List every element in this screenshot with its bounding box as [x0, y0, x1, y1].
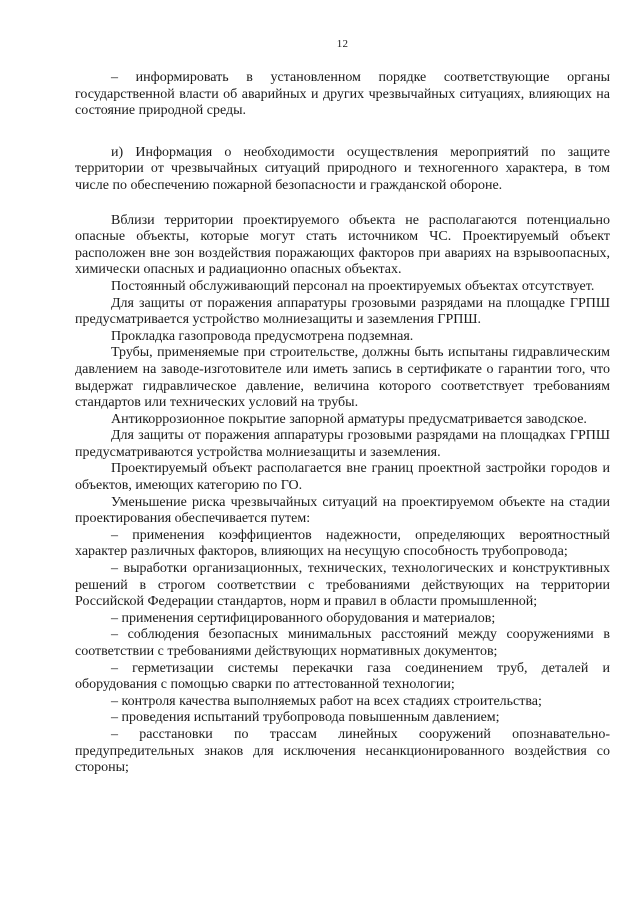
paragraph-no-hazardous-objects: Вблизи территории проектируемого объекта не располагаются потенциально опасные объекты, которые могут стать источником ЧС. Проектируемый объект расположен вне зон воздействия поражающих факторов при авариях на взрывоопасных, химически опасных и радиационно опасных объектах. [75, 212, 610, 278]
list-item-quality-control: – контроля качества выполняемых работ на всех стадиях строительства; [111, 693, 542, 709]
list-item-reliability-coefficients: – применения коэффициентов надежности, определяющих вероятностный характер различных факторов, влияющих на несущую способность трубопровода; [75, 527, 610, 560]
list-item-safe-distances: – соблюдения безопасных минимальных расстояний между сооружениями в соответствии с требованиями действующих нормативных документов; [75, 627, 610, 659]
document-page [75, 0, 610, 777]
paragraph-lightning-protection-sites: Для защиты от поражения аппаратуры грозовыми разрядами на площадках ГРПШ предусматриваются устройства молниезащиты и заземления. [75, 428, 610, 460]
paragraph-section-i-heading: и) Информация о необходимости осуществления мероприятий по защите территории от чрезвычайных ситуаций природного и техногенного характера, в том числе по обеспечению пожарной безопасности и гражданской обороне. [75, 144, 610, 193]
page-number: 12 [336, 38, 349, 50]
paragraph-anticorrosion: Антикоррозионное покрытие запорной арматуры предусматривается заводское. [111, 411, 587, 427]
list-item-organizational-solutions: – выработки организационных, технических, технологических и конструктивных решений в строгом соответствии с требованиями действующих на территории Российской Федерации стандартов, норм и правил в области промышленной; [75, 561, 610, 610]
list-item-sealing-welding: – герметизации системы перекачки газа соединением труб, деталей и оборудования с помощью сварки по аттестованной технологии; [75, 660, 610, 693]
list-item-certified-equipment: – применения сертифицированного оборудования и материалов; [111, 610, 496, 626]
paragraph-inform-authorities: – информировать в установленном порядке соответствующие органы государственной власти об аварийных и других чрезвычайных ситуациях, влияющих на состояние природной среды. [75, 70, 610, 119]
paragraph-underground-pipeline: Прокладка газопровода предусмотрена подземная. [111, 328, 414, 344]
paragraph-risk-reduction-intro: Уменьшение риска чрезвычайных ситуаций на проектируемом объекте на стадии проектирования обеспечивается путем: [75, 494, 610, 527]
paragraph-outside-development: Проектируемый объект располагается вне границ проектной застройки городов и объектов, имеющих категорию по ГО. [75, 461, 610, 494]
list-item-warning-signs: – расстановки по трассам линейных сооружений опознавательно-предупредительных знаков для исключения несанкционированного воздействия со стороны; [75, 726, 610, 776]
paragraph-lightning-protection-grpsh: Для защиты от поражения аппаратуры грозовыми разрядами на площадке ГРПШ предусматривается устройство молниезащиты и заземления ГРПШ. [75, 295, 610, 328]
paragraph-pipe-testing: Трубы, применяемые при строительстве, должны быть испытаны гидравлическим давлением на заводе-изготовителе или иметь запись в сертификате о гарантии того, что выдержат гидравлическое давление, величина которого соответствует требованиям стандартов или технических условий на трубы. [75, 345, 610, 411]
paragraph-no-staff: Постоянный обслуживающий персонал на проектируемых объектах отсутствует. [111, 278, 595, 294]
list-item-pressure-testing: – проведения испытаний трубопровода повышенным давлением; [111, 710, 500, 726]
